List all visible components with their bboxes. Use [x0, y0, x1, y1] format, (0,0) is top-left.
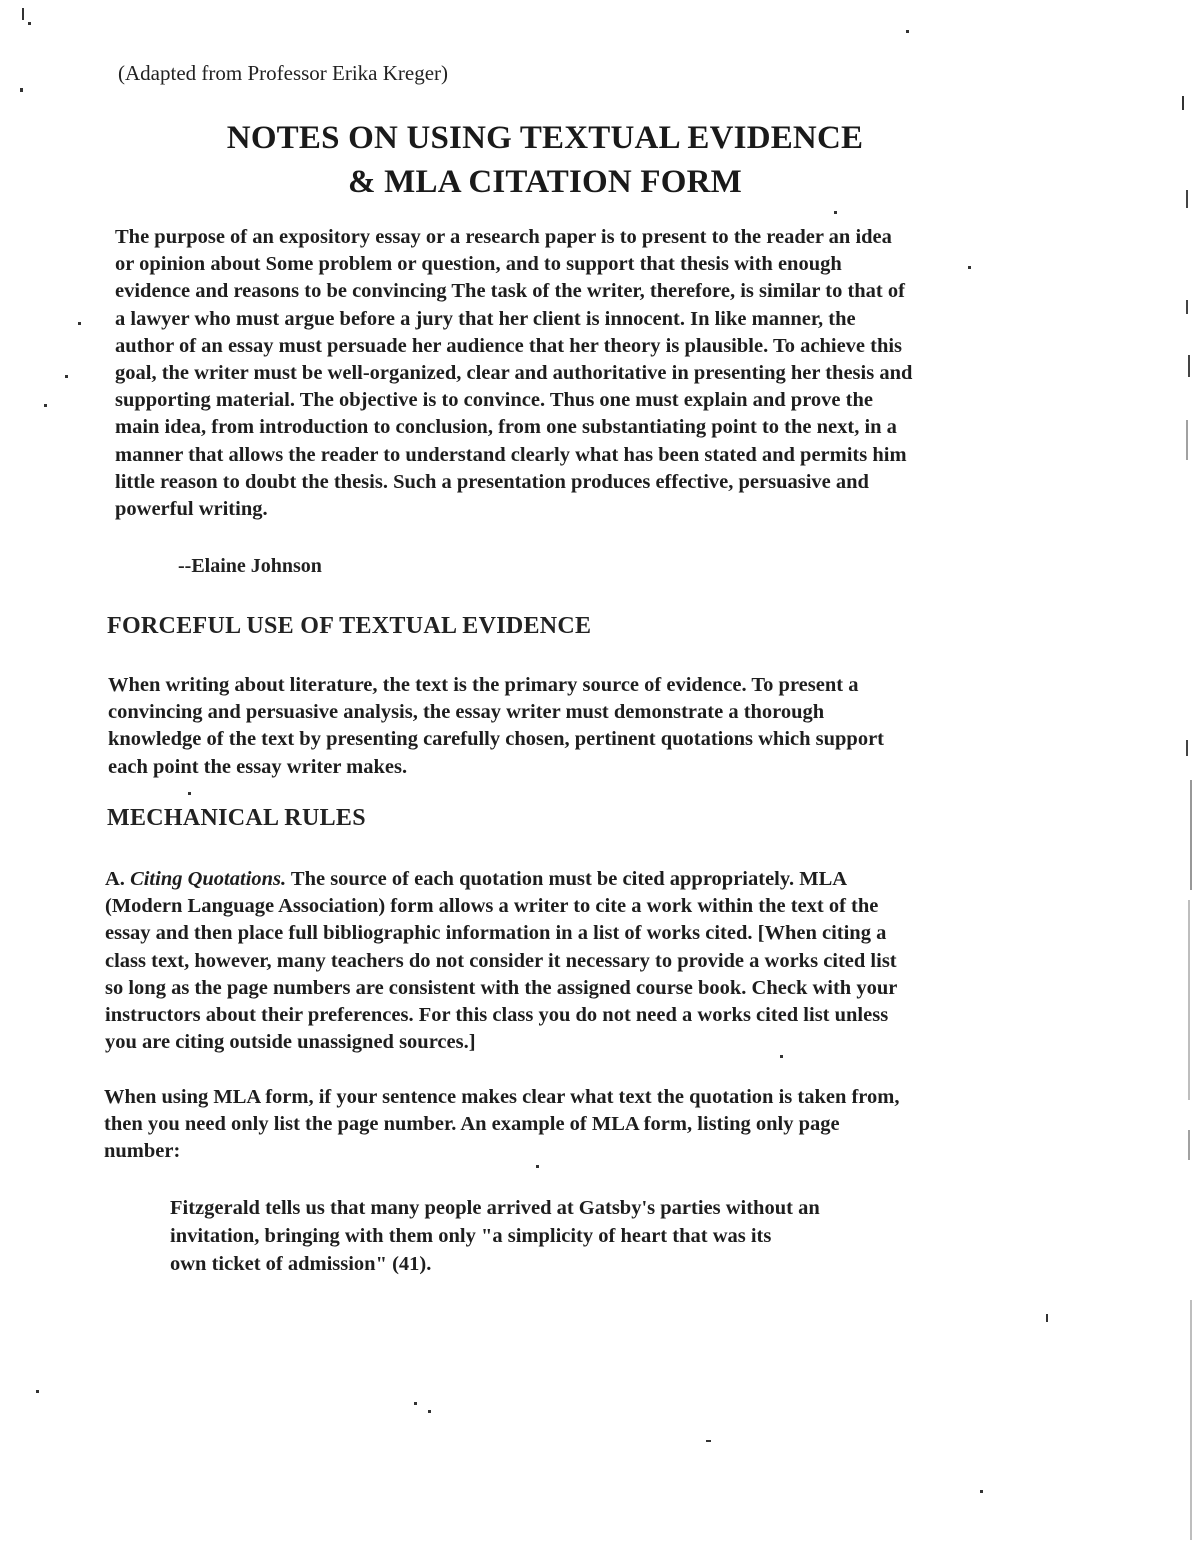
intro-line: main idea, from introduction to conclusion, from one substantiating point to the next, in a — [115, 416, 897, 439]
scan-edge-mark — [1186, 740, 1188, 756]
quote-line: invitation, bringing with them only "a simplicity of heart that was its — [170, 1225, 772, 1247]
intro-line: powerful writing. — [115, 498, 268, 521]
scan-speck — [980, 1490, 983, 1493]
scan-speck — [906, 30, 909, 33]
paragraph-line: then you need only list the page number. An example of MLA form, listing only page — [104, 1113, 840, 1136]
citing-quotations-paragraph — [105, 866, 955, 1056]
scan-edge-mark — [1190, 1300, 1192, 1540]
scan-speck — [36, 1390, 39, 1393]
scan-speck — [834, 211, 837, 214]
quote-line: own ticket of admission" (41). — [170, 1253, 432, 1275]
paragraph-line: convincing and persuasive analysis, the essay writer must demonstrate a thorough — [108, 701, 825, 724]
example-quotation — [170, 1194, 870, 1278]
paragraph-line: each point the essay writer makes. — [108, 755, 408, 778]
paragraph-line: so long as the page numbers are consistent with the assigned course book. Check with your — [105, 976, 898, 999]
rule-a-prefix: A. — [105, 868, 125, 890]
scan-speck — [20, 88, 23, 92]
signature: --Elaine Johnson — [178, 555, 322, 577]
scan-edge-mark — [1186, 300, 1188, 314]
scan-speck — [968, 266, 971, 269]
scan-speck — [28, 22, 31, 25]
paragraph-line: When using MLA form, if your sentence makes clear what text the quotation is taken from, — [104, 1086, 900, 1108]
scan-speck — [780, 1055, 783, 1058]
rule-a-first-rest: The source of each quotation must be cited appropriately. MLA — [286, 868, 848, 890]
paragraph-line: (Modern Language Association) form allows a writer to cite a work within the text of the — [105, 895, 879, 918]
scan-edge-mark — [1186, 190, 1188, 208]
scan-speck — [78, 322, 81, 325]
intro-line: goal, the writer must be well-organized, clear and authoritative in presenting her thesis and — [115, 362, 913, 385]
scan-edge-mark — [1186, 420, 1188, 460]
mla-form-paragraph — [104, 1084, 954, 1166]
title-line-1: NOTES ON USING TEXTUAL EVIDENCE — [226, 120, 864, 156]
scan-edge-mark — [1188, 355, 1190, 377]
scan-edge-mark — [1188, 1130, 1190, 1160]
intro-line: author of an essay must persuade her audience that her theory is plausible. To achieve this — [115, 334, 903, 357]
paragraph-line: instructors about their preferences. For this class you do not need a works cited list unless — [105, 1004, 889, 1027]
intro-line: supporting material. The objective is to convince. Thus one must explain and prove the — [115, 389, 873, 412]
intro-line: evidence and reasons to be convincing The task of the writer, therefore, is similar to that of — [115, 280, 905, 303]
scan-speck — [428, 1410, 431, 1413]
scan-speck — [1046, 1314, 1048, 1322]
quote-line: Fitzgerald tells us that many people arrived at Gatsby's parties without an — [170, 1197, 820, 1219]
paragraph-line: essay and then place full bibliographic information in a list of works cited. [When citing a — [105, 922, 887, 945]
scan-speck — [536, 1165, 539, 1168]
intro-line: manner that allows the reader to understand clearly what has been stated and permits him — [115, 443, 907, 466]
paragraph-line: you are citing outside unassigned sources.] — [105, 1031, 476, 1054]
paragraph-line: When writing about literature, the text is the primary source of evidence. To present a — [108, 674, 859, 696]
scan-speck — [44, 404, 47, 407]
textual-evidence-paragraph — [108, 672, 958, 781]
page-title — [0, 116, 1090, 204]
section-heading-mechanical-rules: MECHANICAL RULES — [107, 805, 366, 831]
scan-speck — [65, 375, 68, 378]
scan-speck — [1182, 96, 1184, 110]
scan-speck — [706, 1440, 711, 1442]
intro-line: little reason to doubt the thesis. Such a presentation produces effective, persuasive and — [115, 470, 869, 493]
intro-line: The purpose of an expository essay or a research paper is to present to the reader an idea — [115, 226, 892, 248]
scan-speck — [22, 8, 24, 20]
section-heading-textual-evidence: FORCEFUL USE OF TEXTUAL EVIDENCE — [107, 613, 592, 639]
intro-line: a lawyer who must argue before a jury that her client is innocent. In like manner, the — [115, 307, 856, 330]
intro-paragraph — [115, 224, 965, 523]
paragraph-line: knowledge of the text by presenting carefully chosen, pertinent quotations which support — [108, 728, 884, 751]
paragraph-line: number: — [104, 1140, 181, 1163]
attribution-line: (Adapted from Professor Erika Kreger) — [118, 61, 449, 85]
scan-speck — [414, 1402, 417, 1405]
paragraph-line: class text, however, many teachers do not consider it necessary to provide a works cited list — [105, 949, 897, 972]
title-line-2: & MLA CITATION FORM — [348, 164, 742, 200]
rule-a-title: Citing Quotations. — [130, 868, 287, 890]
scan-edge-mark — [1190, 780, 1192, 890]
scan-speck — [188, 792, 191, 795]
scan-edge-mark — [1188, 900, 1190, 1100]
paragraph-line — [105, 866, 955, 893]
intro-line: or opinion about Some problem or question, and to support that thesis with enough — [115, 253, 842, 276]
